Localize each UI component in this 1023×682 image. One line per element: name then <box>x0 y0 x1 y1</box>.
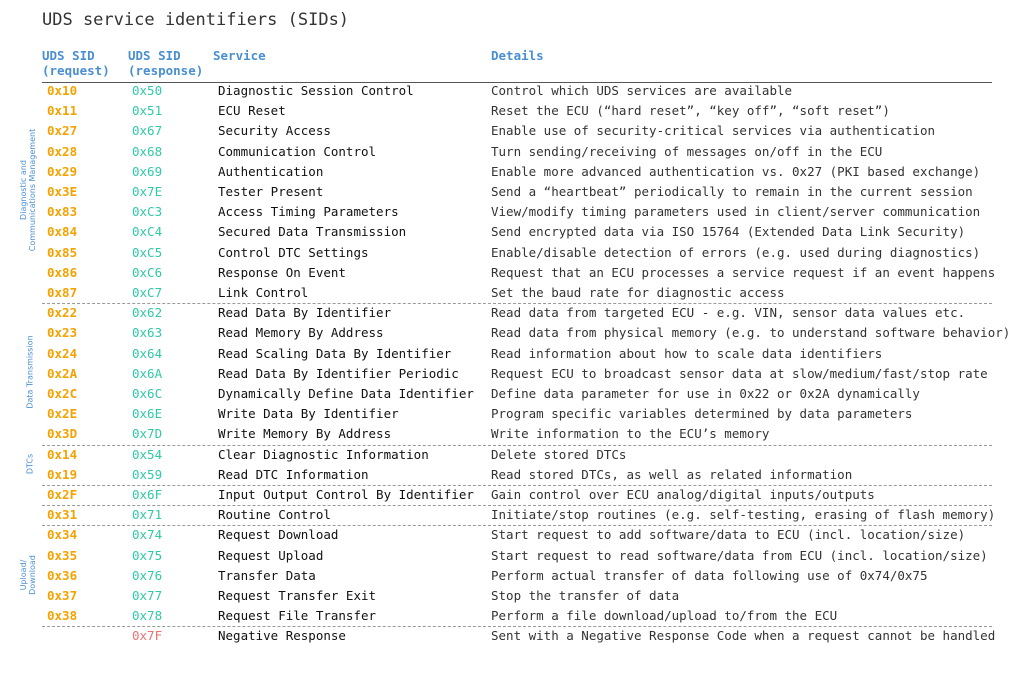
response-sid-cell: 0x67 <box>132 123 163 139</box>
details-cell: Request that an ECU processes a service request if an event happens <box>491 264 996 280</box>
service-name-cell: Read Memory By Address <box>218 325 384 341</box>
response-sid-cell: 0xC5 <box>132 244 163 260</box>
details-cell: Send encrypted data via ISO 15764 (Extended Data Link Security) <box>491 224 966 240</box>
response-sid-cell: 0xC4 <box>132 224 163 240</box>
request-sid-cell: 0x29 <box>47 163 78 179</box>
response-sid-cell: 0xC7 <box>132 285 163 300</box>
service-name-cell: Diagnostic Session Control <box>218 83 414 98</box>
group-label-diagnostic-line2: Communications Management <box>28 128 37 252</box>
service-name-cell: Input Output Control By Identifier <box>218 487 474 502</box>
table-row <box>0 262 1023 282</box>
request-sid-cell: 0x38 <box>47 608 78 624</box>
service-name-cell: ECU Reset <box>218 103 286 119</box>
table-row <box>0 181 1023 201</box>
service-name-cell: Read Data By Identifier <box>218 305 392 321</box>
page-title: UDS service identifiers (SIDs) <box>42 10 350 30</box>
details-cell: Send a “heartbeat” periodically to remain in the current session <box>491 184 973 199</box>
table-row <box>0 100 1023 120</box>
response-sid-cell: 0x51 <box>132 103 163 119</box>
service-name-cell: Request Transfer Exit <box>218 588 377 603</box>
details-cell: Perform actual transfer of data following use of 0x74/0x75 <box>491 567 928 583</box>
request-sid-cell: 0x83 <box>47 204 78 220</box>
header-request-sid <box>42 48 110 78</box>
table-row <box>0 201 1023 221</box>
table-row <box>0 282 1023 302</box>
request-sid-cell: 0x36 <box>47 567 78 583</box>
request-sid-cell: 0x35 <box>47 547 78 563</box>
service-name-cell: Read Scaling Data By Identifier <box>218 345 452 361</box>
table-row <box>0 565 1023 585</box>
details-cell: Write information to the ECU’s memory <box>491 426 770 442</box>
header-response-sid-line2: (response) <box>128 63 204 78</box>
service-name-cell: Request Download <box>218 527 339 543</box>
details-cell: Request ECU to broadcast sensor data at slow/medium/fast/stop rate <box>491 365 988 381</box>
details-cell: Gain control over ECU analog/digital inputs/outputs <box>491 487 875 502</box>
request-sid-cell: 0x28 <box>47 143 78 159</box>
service-name-cell: Security Access <box>218 123 331 139</box>
request-sid-cell: 0x87 <box>47 285 78 300</box>
request-sid-cell: 0x31 <box>47 507 78 523</box>
response-sid-cell: 0x50 <box>132 83 163 98</box>
request-sid-cell: 0x24 <box>47 345 78 361</box>
details-cell: Enable/disable detection of errors (e.g. used during diagnostics) <box>491 244 981 260</box>
request-sid-cell: 0x37 <box>47 588 78 603</box>
request-sid-cell: 0x3D <box>47 426 78 442</box>
response-sid-cell: 0x6A <box>132 365 163 381</box>
response-sid-cell: 0x54 <box>132 446 163 462</box>
details-cell: Stop the transfer of data <box>491 588 680 603</box>
details-cell: Define data parameter for use in 0x22 or 0x2A dynamically <box>491 386 920 401</box>
header-response-sid <box>128 48 203 78</box>
table-row <box>0 423 1023 443</box>
service-name-cell: Negative Response <box>218 628 346 644</box>
service-name-cell: Request File Transfer <box>218 608 377 624</box>
table-row <box>0 221 1023 241</box>
service-name-cell: Secured Data Transmission <box>218 224 407 240</box>
table-row <box>0 605 1023 625</box>
request-sid-cell: 0x14 <box>47 446 78 462</box>
details-cell: Start request to add software/data to ECU (incl. location/size) <box>491 527 966 543</box>
response-sid-cell: 0x76 <box>132 567 163 583</box>
details-cell: Initiate/stop routines (e.g. self-testing, erasing of flash memory) <box>491 507 996 523</box>
request-sid-cell: 0x2E <box>47 406 78 422</box>
table-row <box>0 343 1023 363</box>
group-label-data-transmission-line1: Data Transmission <box>25 335 35 409</box>
response-sid-cell: 0x75 <box>132 547 163 563</box>
service-name-cell: Transfer Data <box>218 567 316 583</box>
table-row <box>0 484 1023 504</box>
request-sid-cell: 0x86 <box>47 264 78 280</box>
table-row <box>0 363 1023 383</box>
request-sid-cell: 0x34 <box>47 527 78 543</box>
table-row <box>0 504 1023 524</box>
service-name-cell: Routine Control <box>218 507 331 523</box>
service-name-cell: Link Control <box>218 285 309 300</box>
table-row <box>0 161 1023 181</box>
details-cell: Enable more advanced authentication vs. 0x27 (PKI based exchange) <box>491 163 981 179</box>
request-sid-cell: 0x2F <box>47 487 78 502</box>
details-cell: Read data from physical memory (e.g. to understand software behavior) <box>491 325 1011 341</box>
response-sid-cell: 0xC3 <box>132 204 163 220</box>
table-row <box>0 545 1023 565</box>
header-request-sid-line1: UDS SID <box>42 48 95 63</box>
details-cell: Control which UDS services are available <box>491 83 793 98</box>
request-sid-cell: 0x23 <box>47 325 78 341</box>
service-name-cell: Clear Diagnostic Information <box>218 446 429 462</box>
group-label-upload-download <box>19 475 37 675</box>
details-cell: Read information about how to scale data identifiers <box>491 345 883 361</box>
response-sid-cell: 0x6C <box>132 386 163 401</box>
service-name-cell: Dynamically Define Data Identifier <box>218 386 474 401</box>
response-sid-cell: 0x7F <box>132 628 163 644</box>
request-sid-cell: 0x10 <box>47 83 78 98</box>
details-cell: Read stored DTCs, as well as related information <box>491 466 853 482</box>
table-row <box>0 242 1023 262</box>
response-sid-cell: 0x71 <box>132 507 163 523</box>
response-sid-cell: 0x7D <box>132 426 163 442</box>
request-sid-cell: 0x85 <box>47 244 78 260</box>
details-cell: Turn sending/receiving of messages on/off in the ECU <box>491 143 883 159</box>
table-row <box>0 625 1023 645</box>
details-cell: Reset the ECU (“hard reset”, “key off”, “soft reset”) <box>491 103 890 119</box>
details-cell: Enable use of security-critical services via authentication <box>491 123 936 139</box>
table-row <box>0 464 1023 484</box>
details-cell: Delete stored DTCs <box>491 446 627 462</box>
table-row <box>0 302 1023 322</box>
response-sid-cell: 0x63 <box>132 325 163 341</box>
header-service: Service <box>213 48 266 63</box>
group-label-upload-download-line2: Download <box>28 555 37 595</box>
table-row <box>0 322 1023 342</box>
table-row <box>0 585 1023 605</box>
service-name-cell: Response On Event <box>218 264 346 280</box>
service-name-cell: Communication Control <box>218 143 377 159</box>
response-sid-cell: 0x77 <box>132 588 163 603</box>
response-sid-cell: 0x78 <box>132 608 163 624</box>
response-sid-cell: 0x59 <box>132 466 163 482</box>
details-cell: Set the baud rate for diagnostic access <box>491 285 785 300</box>
request-sid-cell: 0x22 <box>47 305 78 321</box>
response-sid-cell: 0x6E <box>132 406 163 422</box>
header-request-sid-line2: (request) <box>42 63 110 78</box>
header-details: Details <box>491 48 544 63</box>
service-name-cell: Write Memory By Address <box>218 426 392 442</box>
service-name-cell: Access Timing Parameters <box>218 204 399 220</box>
response-sid-cell: 0x6F <box>132 487 163 502</box>
details-cell: Sent with a Negative Response Code when a request cannot be handled <box>491 628 996 644</box>
details-cell: Program specific variables determined by data parameters <box>491 406 913 422</box>
request-sid-cell: 0x84 <box>47 224 78 240</box>
service-name-cell: Write Data By Identifier <box>218 406 399 422</box>
table-row <box>0 80 1023 100</box>
table-row <box>0 141 1023 161</box>
header-response-sid-line1: UDS SID <box>128 48 181 63</box>
service-name-cell: Read Data By Identifier Periodic <box>218 365 459 381</box>
group-label-upload-download-line1: Upload/ <box>19 559 28 591</box>
request-sid-cell: 0x11 <box>47 103 78 119</box>
request-sid-cell: 0x27 <box>47 123 78 139</box>
group-label-diagnostic-line1: Diagnostic and <box>19 160 28 220</box>
request-sid-cell: 0x2A <box>47 365 78 381</box>
response-sid-cell: 0x74 <box>132 527 163 543</box>
service-name-cell: Read DTC Information <box>218 466 369 482</box>
service-name-cell: Tester Present <box>218 184 324 199</box>
response-sid-cell: 0x7E <box>132 184 163 199</box>
table-row <box>0 120 1023 140</box>
service-name-cell: Control DTC Settings <box>218 244 369 260</box>
table-row <box>0 444 1023 464</box>
service-name-cell: Authentication <box>218 163 324 179</box>
details-cell: Read data from targeted ECU - e.g. VIN, sensor data values etc. <box>491 305 966 321</box>
response-sid-cell: 0x69 <box>132 163 163 179</box>
table-row <box>0 524 1023 544</box>
group-label-diagnostic <box>19 90 37 290</box>
table-row <box>0 383 1023 403</box>
response-sid-cell: 0x64 <box>132 345 163 361</box>
response-sid-cell: 0x68 <box>132 143 163 159</box>
request-sid-cell: 0x19 <box>47 466 78 482</box>
request-sid-cell: 0x3E <box>47 184 78 199</box>
table-row <box>0 403 1023 423</box>
response-sid-cell: 0xC6 <box>132 264 163 280</box>
response-sid-cell: 0x62 <box>132 305 163 321</box>
details-cell: Start request to read software/data from ECU (incl. location/size) <box>491 547 988 563</box>
request-sid-cell: 0x2C <box>47 386 78 401</box>
group-label-dtcs-line1: DTCs <box>25 453 35 475</box>
details-cell: Perform a file download/upload to/from the ECU <box>491 608 838 624</box>
service-name-cell: Request Upload <box>218 547 324 563</box>
details-cell: View/modify timing parameters used in client/server communication <box>491 204 981 220</box>
